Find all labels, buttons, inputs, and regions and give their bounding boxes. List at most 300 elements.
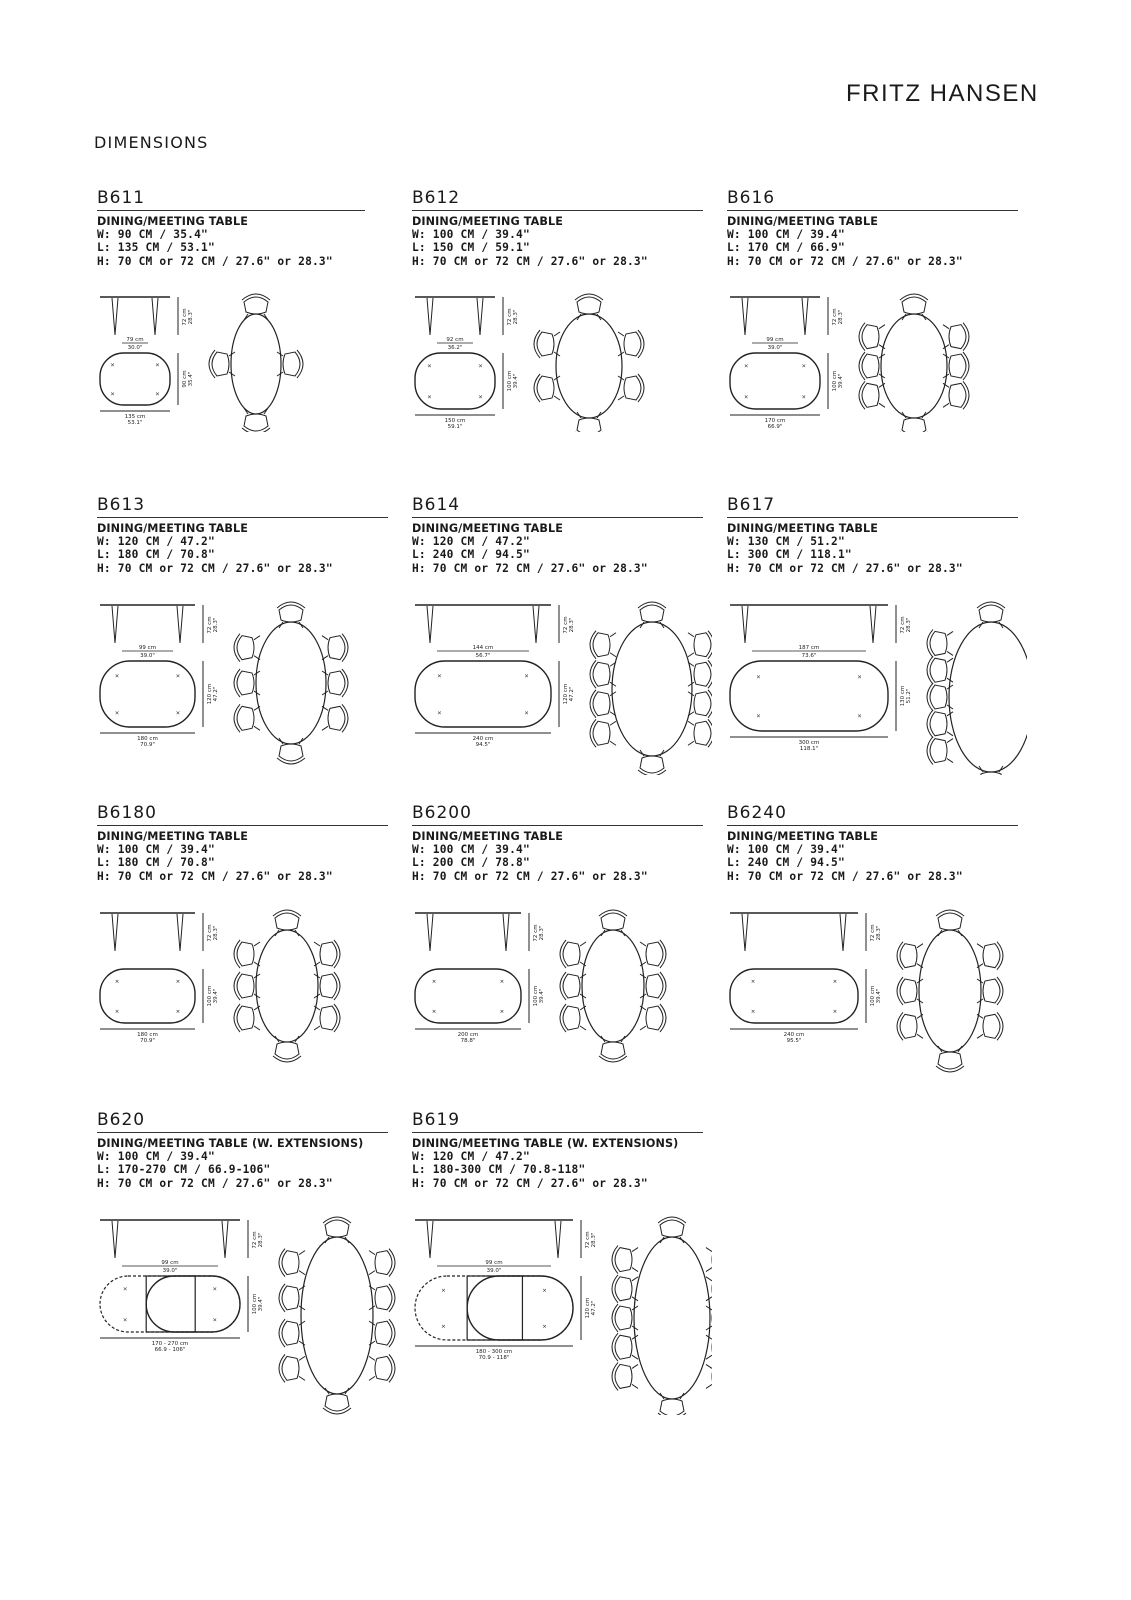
chair-leg [688, 741, 694, 745]
chair-icon [927, 737, 953, 765]
chair-icon [977, 602, 1005, 628]
length-label-in: 95.5" [786, 1038, 802, 1044]
height-label-in: 28.3" [258, 1232, 264, 1248]
span-label-in: 36.2" [447, 345, 463, 351]
leg-mark-icon: × [832, 978, 838, 985]
span-label: 99 cm [138, 645, 157, 651]
table-drawing-b6240 [727, 908, 1027, 1083]
spec-height: H: 70 CM or 72 CM / 27.6" or 28.3" [97, 1176, 333, 1190]
chair-icon [279, 1354, 305, 1382]
chair-leg [299, 1356, 305, 1360]
leg-mark-icon: × [524, 673, 529, 680]
chair-icon [706, 1275, 712, 1303]
chair-seat [320, 1006, 337, 1030]
divider [412, 210, 703, 211]
chair-leg [345, 1237, 349, 1243]
height-label: 72 cm [832, 308, 838, 326]
chair-seat [320, 974, 337, 998]
chair-leg [688, 721, 694, 725]
length-label: 180 - 300 cm [475, 1349, 513, 1355]
width-label: 90 cm [182, 370, 188, 388]
height-label-in: 28.3" [838, 309, 844, 325]
table-card-b6240 [727, 803, 1021, 883]
width-label-in: 47.2" [591, 1300, 597, 1316]
chair-icon [640, 940, 666, 968]
chair-icon [590, 719, 616, 747]
chair-leg [958, 1046, 962, 1052]
width-label-in: 47.2" [213, 686, 219, 702]
divider [412, 517, 703, 518]
chair-leg [706, 1277, 712, 1281]
elevation-leg [427, 914, 433, 951]
chair-icon [658, 1393, 686, 1415]
chair-seat [282, 1321, 299, 1345]
chair-leg [688, 653, 694, 657]
chair-icon [638, 750, 666, 775]
chair-seat [279, 744, 303, 761]
plan-outline [146, 1276, 240, 1332]
leg-mark-icon: × [756, 674, 761, 681]
seating-plan [612, 1217, 712, 1415]
leg-mark-icon: × [114, 978, 120, 985]
spec-width: W: 100 CM / 39.4" [97, 1150, 215, 1164]
chair-seat [949, 325, 966, 349]
chair-icon [314, 1004, 340, 1032]
chair-seat [328, 671, 345, 695]
height-label: 72 cm [870, 924, 876, 942]
chair-icon [279, 1319, 305, 1347]
length-label-in: 66.9" [767, 424, 783, 430]
elevation-leg [112, 914, 118, 951]
width-label-in: 51.2" [906, 688, 912, 704]
spec-length: L: 170 CM / 66.9" [727, 241, 845, 255]
height-label: 72 cm [207, 924, 213, 942]
chair-leg [554, 396, 560, 400]
seating-plan [209, 294, 303, 432]
chair-leg [369, 1306, 375, 1310]
chair-seat [237, 942, 254, 966]
chair-leg [299, 1271, 305, 1275]
chair-icon [277, 602, 305, 628]
leg-mark-icon: × [750, 1009, 756, 1016]
spec-width: W: 100 CM / 39.4" [412, 228, 530, 242]
chair-icon [575, 412, 603, 432]
elevation-leg [870, 606, 876, 643]
chair-icon [279, 1284, 305, 1312]
height-label: 72 cm [252, 1231, 258, 1249]
width-label: 100 cm [507, 370, 513, 392]
chair-seat [624, 376, 641, 400]
chair-leg [610, 682, 616, 686]
leg-mark-icon: × [212, 1317, 218, 1324]
leg-mark-icon: × [155, 362, 160, 369]
elevation-leg [427, 1221, 433, 1258]
spec-width: W: 100 CM / 39.4" [412, 843, 530, 857]
chair-icon [900, 294, 928, 320]
chair-leg [632, 1364, 638, 1368]
chair-seat [902, 297, 926, 314]
length-label: 200 cm [457, 1032, 479, 1038]
chair-icon [943, 381, 969, 409]
leg-mark-icon: × [114, 710, 120, 717]
table-card-b612 [412, 188, 706, 268]
seating-table-outline [582, 930, 644, 1042]
length-label-in: 59.1" [447, 424, 463, 430]
leg-mark-icon: × [524, 710, 529, 717]
elevation-leg [152, 298, 158, 335]
height-label-in: 28.3" [213, 925, 219, 941]
chair-leg [254, 1026, 260, 1030]
chair-icon [618, 330, 644, 358]
leg-mark-icon: × [542, 1288, 547, 1295]
chair-seat [862, 383, 879, 407]
table-type: DINING/MEETING TABLE [97, 830, 248, 843]
chair-seat [624, 332, 641, 356]
chair-leg [706, 1326, 712, 1330]
width-label: 120 cm [585, 1297, 591, 1319]
span-label: 92 cm [446, 337, 464, 343]
chair-leg [943, 403, 949, 407]
chair-seat [615, 1277, 632, 1301]
page-title: DIMENSIONS [94, 133, 209, 152]
chair-seat [938, 1052, 962, 1069]
table-type: DINING/MEETING TABLE [727, 522, 878, 535]
height-label: 72 cm [563, 616, 569, 634]
chair-seat [577, 297, 601, 314]
chair-seat [615, 1248, 632, 1272]
leg-mark-icon: × [212, 1286, 218, 1293]
chair-icon [234, 704, 260, 732]
chair-icon [612, 1275, 638, 1303]
table-card-b619 [412, 1110, 706, 1190]
elevation-leg [742, 606, 748, 643]
table-drawing-b613 [97, 600, 397, 775]
chair-seat [320, 942, 337, 966]
chair-seat [694, 692, 711, 716]
chair-leg [706, 1306, 712, 1310]
chair-icon [590, 631, 616, 659]
plan-outline [100, 661, 195, 727]
leg-mark-icon: × [122, 1286, 128, 1293]
chair-seat [646, 942, 663, 966]
chair-icon [859, 323, 885, 351]
height-label-in: 28.3" [591, 1232, 597, 1248]
chair-seat [283, 352, 300, 376]
chair-icon [927, 710, 953, 738]
table-type: DINING/MEETING TABLE [412, 522, 563, 535]
length-label-in: 66.9 - 106" [154, 1347, 186, 1353]
chair-seat [593, 721, 610, 745]
seating-plan [279, 1217, 395, 1414]
leg-mark-icon: × [441, 1288, 446, 1295]
elevation-leg [840, 914, 846, 951]
height-label: 72 cm [900, 616, 906, 634]
plan-outline-extended [100, 1276, 240, 1332]
leg-mark-icon: × [110, 391, 115, 398]
chair-icon [599, 1036, 627, 1062]
spec-height: H: 70 CM or 72 CM / 27.6" or 28.3" [727, 254, 963, 268]
spec-length: L: 200 CM / 78.8" [412, 856, 530, 870]
chair-seat [577, 418, 601, 432]
leg-mark-icon: × [110, 362, 115, 369]
chair-icon [575, 294, 603, 320]
elevation-leg [112, 298, 118, 335]
chair-icon [640, 1004, 666, 1032]
table-drawing-b6200 [412, 908, 712, 1083]
spec-width: W: 100 CM / 39.4" [97, 843, 215, 857]
chair-icon [658, 1217, 686, 1243]
chair-leg [369, 1271, 375, 1275]
leg-mark-icon: × [743, 363, 749, 370]
leg-mark-icon: × [441, 1323, 446, 1330]
chair-leg [917, 1034, 923, 1038]
chair-leg [325, 1388, 329, 1394]
chair-leg [610, 692, 616, 696]
chair-leg [938, 930, 942, 936]
chair-leg [299, 1321, 305, 1325]
table-code: B619 [412, 1110, 461, 1130]
chair-icon [936, 910, 964, 936]
chair-leg [275, 930, 279, 936]
chair-seat [930, 685, 947, 709]
chair-leg [917, 944, 923, 948]
seating-table-outline [919, 930, 981, 1052]
chair-seat [325, 1394, 349, 1411]
width-label-in: 39.4" [876, 988, 882, 1004]
chair-seat [375, 1356, 392, 1380]
chair-icon [900, 412, 928, 432]
chair-leg [688, 692, 694, 696]
chair-leg [610, 653, 616, 657]
table-type: DINING/MEETING TABLE [412, 215, 563, 228]
divider [97, 825, 388, 826]
leg-mark-icon: × [499, 1009, 505, 1016]
brand-logo: FRITZ HANSEN [846, 80, 1039, 107]
chair-seat [615, 1364, 632, 1388]
leg-mark-icon: × [743, 394, 749, 401]
span-label-in: 39.0" [767, 345, 783, 351]
chair-leg [254, 636, 260, 640]
chair-seat [640, 756, 664, 773]
chair-leg [632, 1326, 638, 1330]
table-drawing-b6180 [97, 908, 397, 1083]
chair-leg [947, 631, 953, 635]
length-label-in: 78.8" [460, 1038, 476, 1044]
chair-seat [949, 383, 966, 407]
height-label: 72 cm [507, 308, 513, 326]
length-label: 150 cm [444, 418, 466, 424]
seating-table-outline [612, 622, 692, 756]
spec-height: H: 70 CM or 72 CM / 27.6" or 28.3" [412, 254, 648, 268]
spec-length: L: 240 CM / 94.5" [412, 548, 530, 562]
span-label: 187 cm [798, 645, 820, 651]
span-label-in: 56.7" [475, 653, 491, 659]
plan-outline [730, 969, 858, 1023]
chair-icon [706, 1362, 712, 1390]
chair-seat [593, 662, 610, 686]
leg-mark-icon: × [478, 363, 483, 370]
spec-height: H: 70 CM or 72 CM / 27.6" or 28.3" [412, 1176, 648, 1190]
chair-leg [369, 1356, 375, 1360]
chair-leg [688, 633, 694, 637]
plan-outline-extended [415, 1276, 573, 1340]
elevation-leg [112, 606, 118, 643]
chair-leg [369, 1321, 375, 1325]
span-label-in: 39.0" [162, 1268, 178, 1274]
chair-seat [237, 636, 254, 660]
seating-plan [590, 602, 712, 775]
width-label: 100 cm [252, 1293, 258, 1315]
chair-seat [646, 1006, 663, 1030]
width-label-in: 39.4" [838, 373, 844, 389]
table-card-b617 [727, 495, 1021, 575]
chair-icon [706, 1304, 712, 1332]
leg-mark-icon: × [175, 1009, 181, 1016]
leg-mark-icon: × [750, 978, 756, 985]
elevation-leg [177, 914, 183, 951]
width-label-in: 35.4" [188, 371, 194, 387]
height-label-in: 28.3" [513, 309, 519, 325]
chair-seat [237, 706, 254, 730]
span-label: 144 cm [472, 645, 494, 651]
chair-leg [947, 658, 953, 662]
chair-leg [295, 1036, 299, 1042]
width-label-in: 47.2" [569, 686, 575, 702]
chair-icon [706, 1333, 712, 1361]
seating-plan [859, 294, 969, 432]
chair-leg [299, 1286, 305, 1290]
chair-leg [938, 1046, 942, 1052]
chair-leg [580, 942, 586, 946]
table-card-b611 [97, 188, 391, 268]
chair-seat [375, 1321, 392, 1345]
spec-width: W: 100 CM / 39.4" [727, 843, 845, 857]
chair-leg [601, 1036, 605, 1042]
chair-seat [979, 772, 1003, 775]
height-label-in: 28.3" [539, 925, 545, 941]
table-card-b613 [97, 495, 391, 575]
chair-icon [560, 1004, 586, 1032]
seating-table-outline [634, 1237, 710, 1399]
chair-leg [314, 942, 320, 946]
leg-mark-icon: × [431, 1009, 437, 1016]
chair-seat [900, 944, 917, 968]
seating-plan [927, 602, 1027, 775]
leg-mark-icon: × [542, 1323, 547, 1330]
height-label-in: 28.3" [906, 617, 912, 633]
plan-outline [415, 661, 551, 727]
chair-leg [943, 325, 949, 329]
elevation-leg [802, 298, 808, 335]
length-label-in: 118.1" [799, 746, 819, 752]
chair-seat [694, 633, 711, 657]
spec-width: W: 130 CM / 51.2" [727, 535, 845, 549]
chair-seat [938, 913, 962, 930]
chair-leg [688, 682, 694, 686]
chair-icon [927, 629, 953, 657]
chair-leg [706, 1268, 712, 1272]
seating-table-outline [949, 622, 1027, 772]
chair-leg [299, 1251, 305, 1255]
chair-leg [958, 930, 962, 936]
chair-seat [694, 721, 711, 745]
chair-seat [930, 739, 947, 763]
divider [727, 825, 1018, 826]
chair-icon [618, 374, 644, 402]
seating-table-outline [231, 314, 281, 414]
chair-leg [632, 1277, 638, 1281]
chair-seat [646, 974, 663, 998]
leg-mark-icon: × [437, 673, 442, 680]
table-type: DINING/MEETING TABLE [412, 830, 563, 843]
chair-seat [930, 658, 947, 682]
span-label: 99 cm [161, 1260, 179, 1266]
span-label: 79 cm [126, 337, 144, 343]
chair-seat [375, 1286, 392, 1310]
chair-leg [706, 1384, 712, 1388]
chair-seat [900, 979, 917, 1003]
leg-mark-icon: × [857, 713, 862, 720]
chair-seat [563, 942, 580, 966]
chair-seat [212, 352, 229, 376]
chair-leg [254, 726, 260, 730]
spec-width: W: 90 CM / 35.4" [97, 228, 208, 242]
chair-icon [322, 634, 348, 662]
chair-icon [273, 1036, 301, 1062]
leg-mark-icon: × [431, 978, 437, 985]
table-type: DINING/MEETING TABLE [727, 830, 878, 843]
chair-leg [299, 1306, 305, 1310]
width-label: 100 cm [832, 370, 838, 392]
divider [412, 825, 703, 826]
table-code: B617 [727, 495, 776, 515]
chair-leg [314, 1026, 320, 1030]
height-label-in: 28.3" [188, 309, 194, 325]
chair-icon [369, 1354, 395, 1382]
chair-icon [977, 1012, 1003, 1040]
spec-length: L: 135 CM / 53.1" [97, 241, 215, 255]
chair-leg [632, 1306, 638, 1310]
spec-height: H: 70 CM or 72 CM / 27.6" or 28.3" [727, 561, 963, 575]
elevation-leg [222, 1221, 228, 1258]
table-type: DINING/MEETING TABLE (W. EXTENSIONS) [412, 1137, 679, 1150]
width-label: 120 cm [207, 683, 213, 705]
span-label-in: 73.6" [801, 653, 817, 659]
seating-table-outline [881, 314, 947, 418]
height-label: 72 cm [585, 1231, 591, 1249]
spec-height: H: 70 CM or 72 CM / 27.6" or 28.3" [97, 561, 333, 575]
chair-icon [590, 660, 616, 688]
width-label-in: 39.4" [258, 1296, 264, 1312]
leg-mark-icon: × [175, 710, 181, 717]
seating-plan [897, 910, 1003, 1072]
elevation-leg [742, 298, 748, 335]
chair-icon [273, 910, 301, 936]
elevation-leg [177, 606, 183, 643]
leg-mark-icon: × [437, 710, 442, 717]
table-type: DINING/MEETING TABLE (W. EXTENSIONS) [97, 1137, 364, 1150]
chair-seat [593, 633, 610, 657]
height-label-in: 28.3" [213, 617, 219, 633]
table-type: DINING/MEETING TABLE [727, 215, 878, 228]
span-label: 99 cm [485, 1260, 503, 1266]
table-card-b620 [97, 1110, 391, 1190]
drawing-canvas [97, 292, 397, 432]
plan-outline [730, 661, 888, 731]
chair-seat [949, 354, 966, 378]
chair-seat [237, 671, 254, 695]
chair-seat [979, 605, 1003, 622]
